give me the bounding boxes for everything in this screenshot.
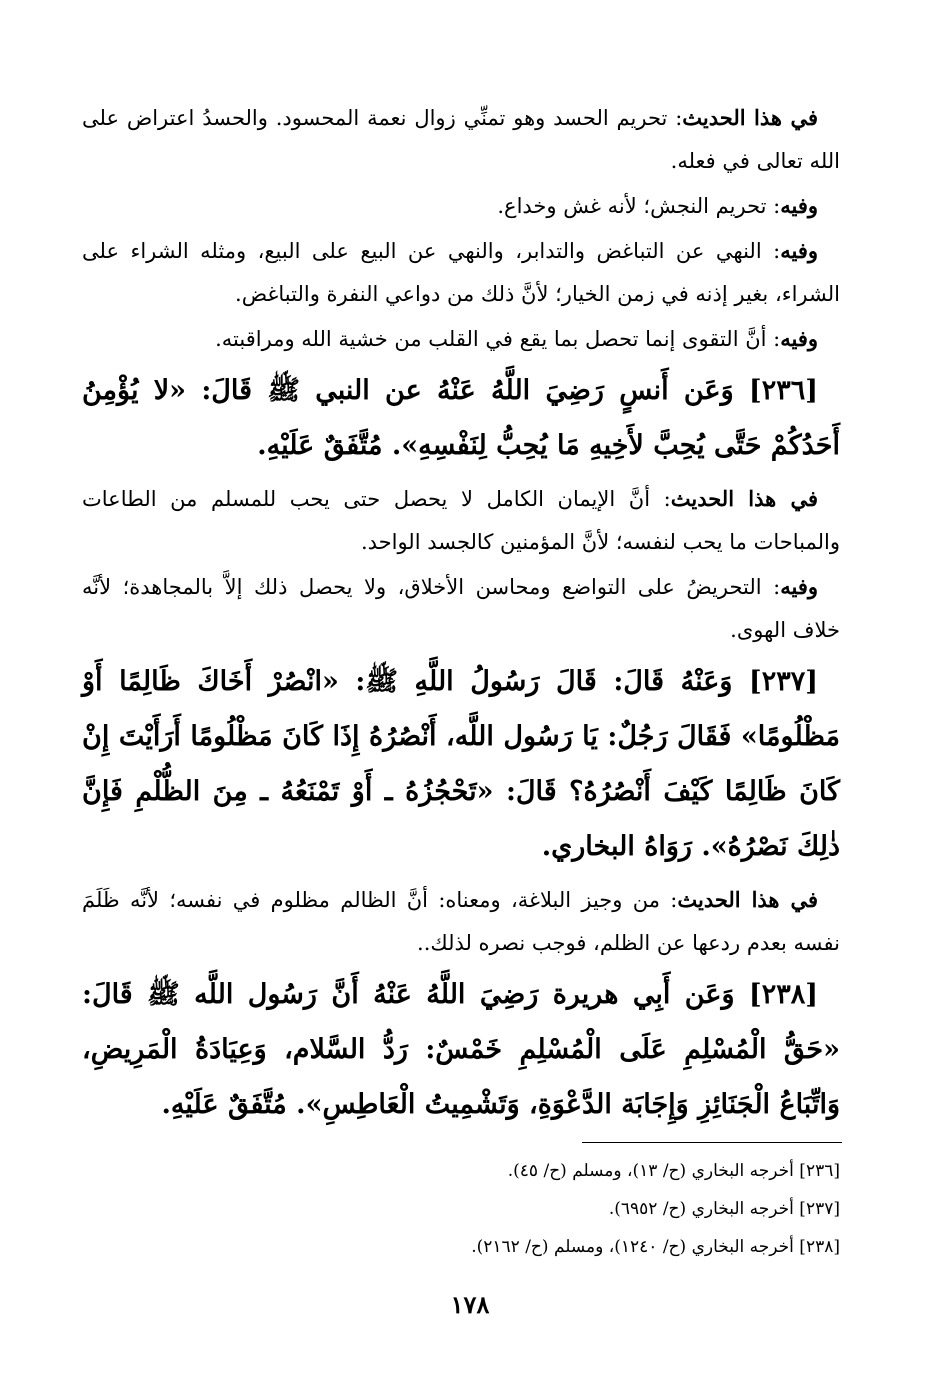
hadith-238: [٢٣٨] وَعَن أَبِي هريرة رَضِيَ اللَّهُ عَنْهُ أَنَّ رَسُول اللَّه ﷺ قَالَ: «حَقُّ الْمُسْلِمِ عَلَى الْمُسْلِمِ خَمْسٌ: رَدُّ السَّلام، وَعِيَادَةُ الْمَرِيضِ، وَاتِّبَاعُ الْجَنَائِزِ وَإِجَابَة الدَّعْوَةِ، وَتَشْمِيتُ الْعَاطِسِ». مُتَّفَقٌ عَلَيْهِ. <box>82 979 840 1120</box>
paragraph-label: وفيه <box>780 326 818 351</box>
paragraph-text: : تحريم النجش؛ لأنه غش وخداع. <box>497 194 781 218</box>
paragraph-label: وفيه <box>780 238 818 263</box>
commentary-paragraph <box>82 184 840 228</box>
paragraph-label: في هذا الحديث <box>682 105 819 130</box>
commentary-paragraph <box>82 565 840 652</box>
footnote: [٢٣٧] أخرجه البخاري (ح/ ٦٩٥٢). <box>608 1199 840 1219</box>
paragraph-text: : من وجيز البلاغة، ومعناه: أنَّ الظالم مظلوم في نفسه؛ لأنَّه ظَلَمَ نفسه بعدم ردعها عن الظلم، فوجب نصره لذلك.. <box>82 888 840 955</box>
page-number: ١٧٨ <box>450 1290 490 1319</box>
paragraph-label: في هذا الحديث <box>670 486 818 511</box>
paragraph-text: : أنَّ الإيمان الكامل لا يحصل حتى يحب للمسلم من الطاعات والمباحات ما يحب لنفسه؛ لأنَّ المؤمنين كالجسد الواحد. <box>82 487 840 554</box>
footnote: [٢٣٦] أخرجه البخاري (ح/ ١٣)، ومسلم (ح/ ٤٥). <box>507 1161 840 1181</box>
page-body <box>82 96 840 1136</box>
commentary-paragraph <box>82 477 840 564</box>
commentary-paragraph <box>82 96 840 183</box>
hadith-237: [٢٣٧] وَعَنْهُ قَالَ: قَالَ رَسُولُ اللَّهِ ﷺ: «انْصُرْ أَخَاكَ ظَالِمًا أَوْ مَظْلُومًا» فَقَالَ رَجُلٌ: يَا رَسُول اللَّه، أَنْصُرُهُ إِذَا كَانَ مَظْلُومًا أَرَأَيْتَ إِنْ كَانَ ظَالِمًا كَيْفَ أَنْصُرُهُ؟ قَالَ: «تَحْجُزُهُ ـ أَوْ تَمْنَعُهُ ـ مِنَ الظُّلْمِ فَإِنَّ ذٰلِكَ نَصْرُهُ». رَوَاهُ البخاري. <box>82 666 840 862</box>
paragraph-label: وفيه <box>780 574 818 599</box>
paragraph-label: في هذا الحديث <box>677 887 818 912</box>
paragraph-text: : أنَّ التقوى إنما تحصل بما يقع في القلب من خشية الله ومراقبته. <box>215 327 781 351</box>
paragraph-text: : النهي عن التباغض والتدابر، والنهي عن البيع على البيع، ومثله الشراء على الشراء، بغير إذنه في زمن الخيار؛ لأنَّ ذلك من دواعي النفرة والتباغض. <box>82 239 840 306</box>
footnote: [٢٣٨] أخرجه البخاري (ح/ ١٢٤٠)، ومسلم (ح/ ٢١٦٢). <box>471 1237 840 1257</box>
paragraph-text: : التحريضُ على التواضع ومحاسن الأخلاق، ولا يحصل ذلك إلاَّ بالمجاهدة؛ لأنَّه خلاف الهوى. <box>82 575 840 642</box>
hadith-236: [٢٣٦] وَعَن أَنسٍ رَضِيَ اللَّهُ عَنْهُ عن النبي ﷺ قَالَ: «لا يُؤْمِنُ أَحَدُكُمْ حَتَّى يُحِبَّ لأَخِيهِ مَا يُحِبُّ لِنَفْسِهِ». مُتَّفَقٌ عَلَيْهِ. <box>82 375 840 461</box>
commentary-paragraph <box>82 229 840 316</box>
footnotes <box>100 1152 840 1266</box>
paragraph-text: : تحريم الحسد وهو تمنِّي زوال نعمة المحسود. والحسدُ اعتراض على الله تعالى في فعله. <box>82 106 840 173</box>
footnote-divider <box>582 1142 842 1143</box>
commentary-paragraph <box>82 878 840 965</box>
paragraph-label: وفيه <box>780 193 818 218</box>
commentary-paragraph <box>82 317 840 361</box>
